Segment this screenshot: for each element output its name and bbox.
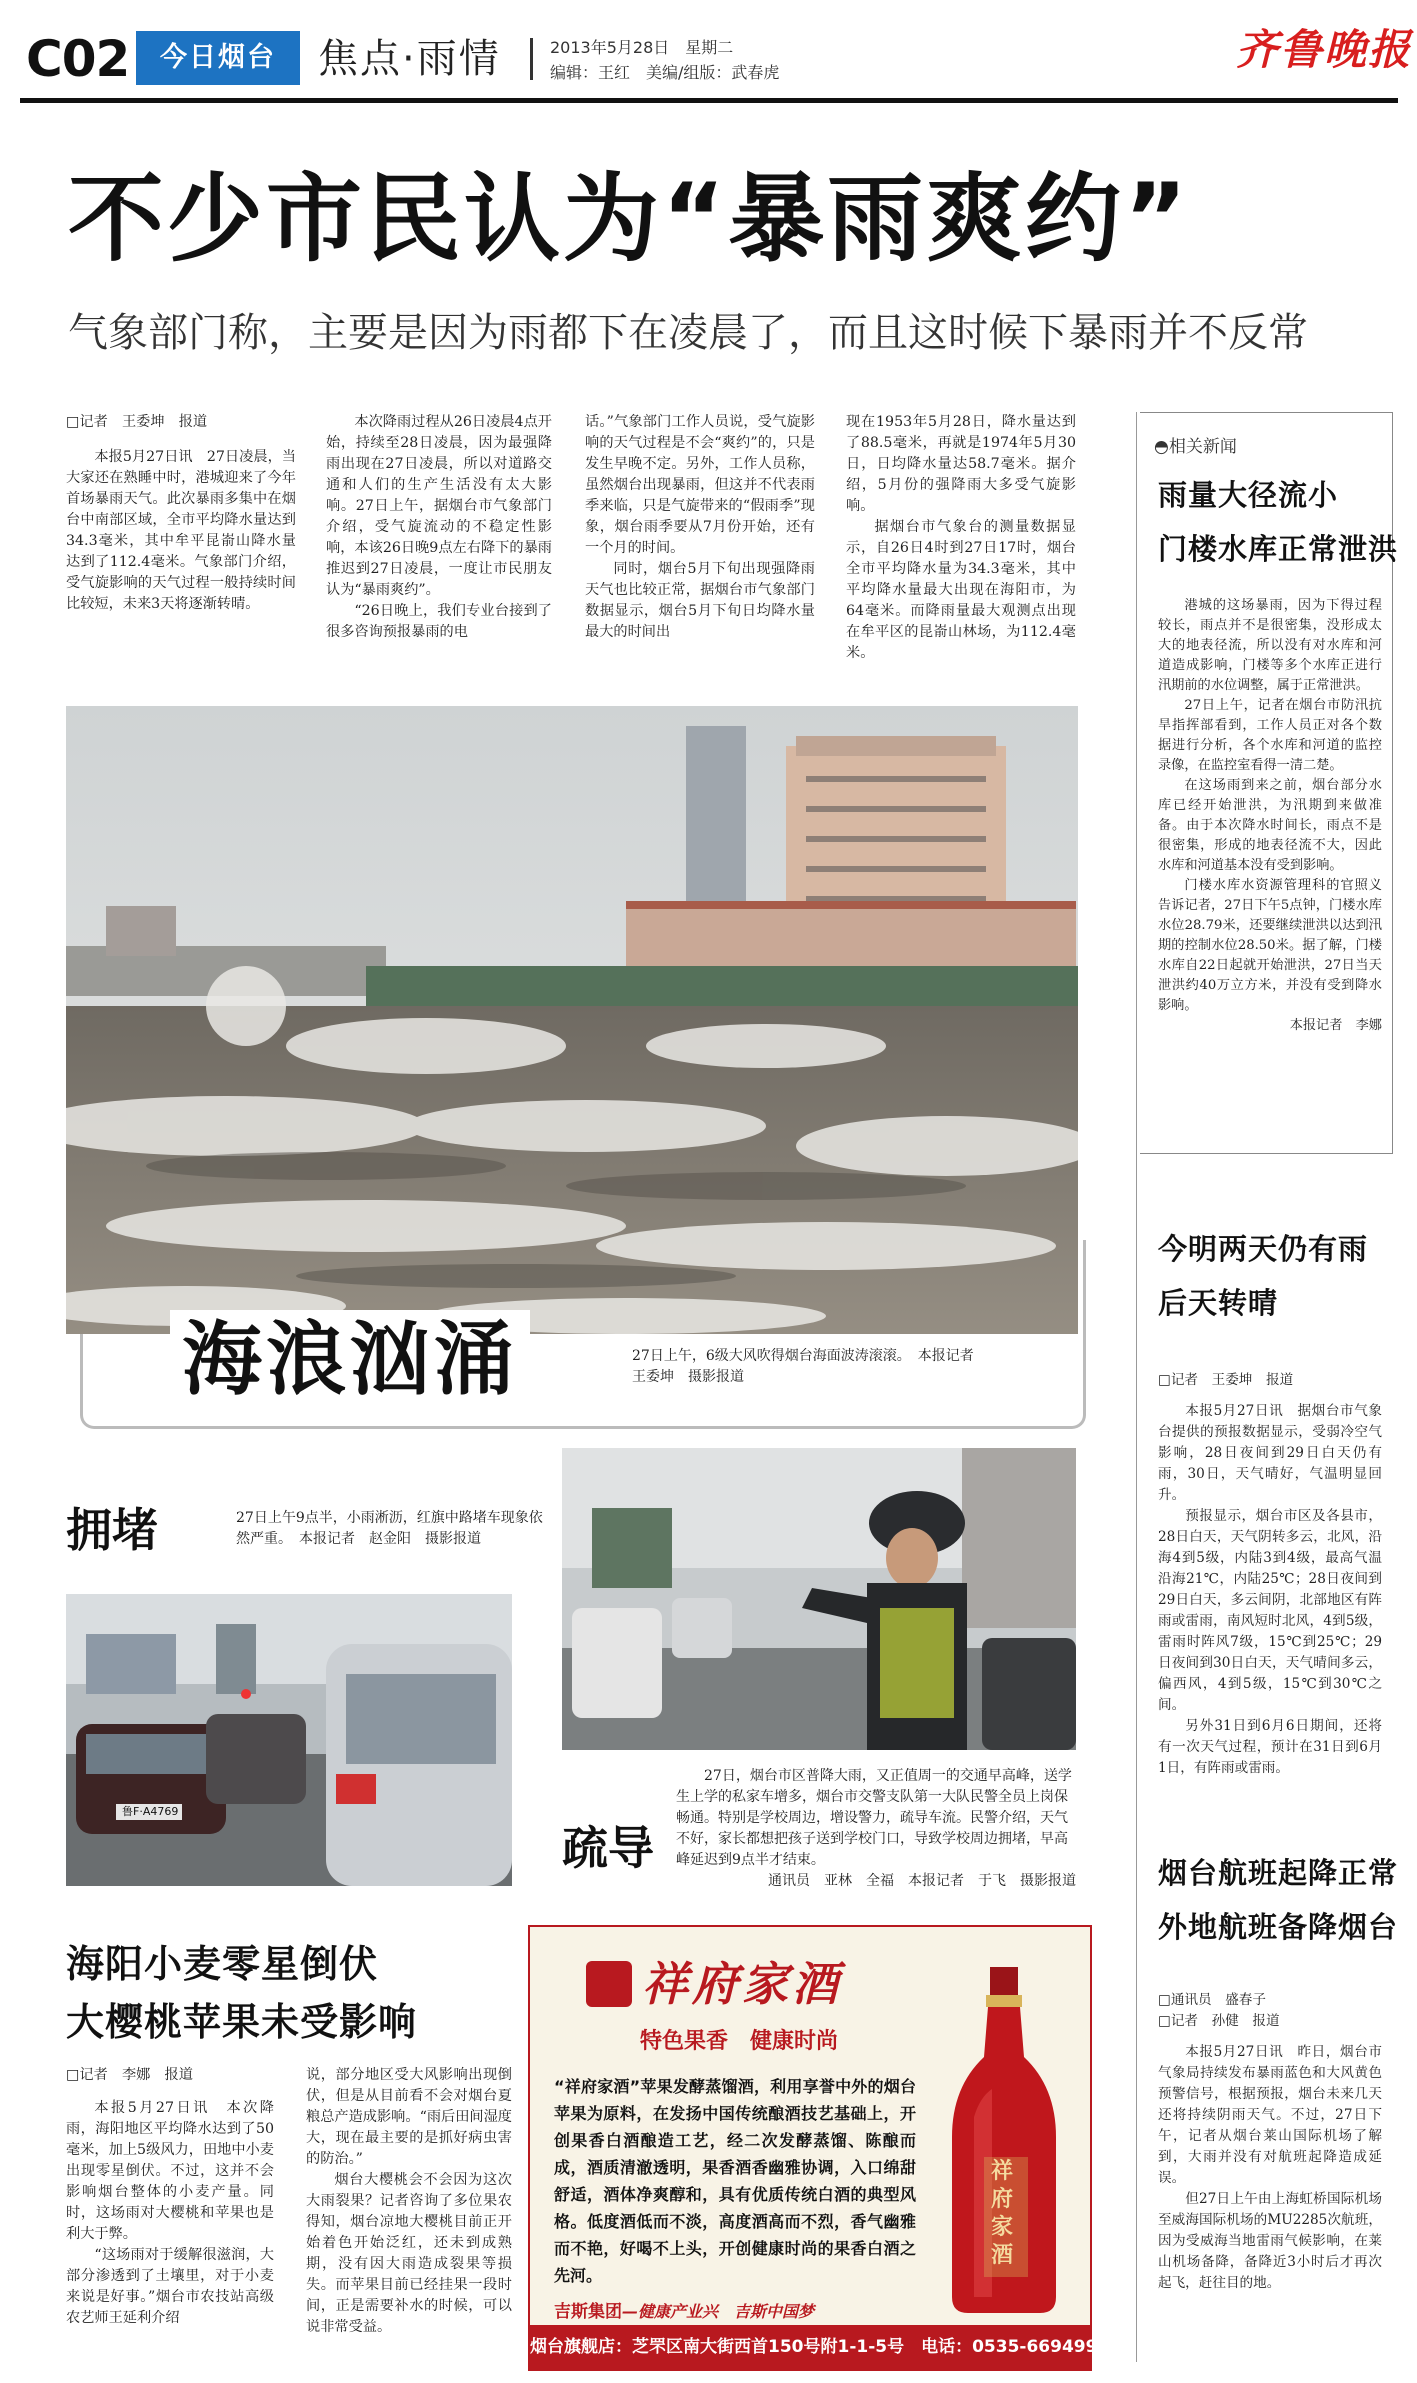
- article-paragraph: 本报5月27日讯 昨日，烟台市气象局持续发布暴雨蓝色和大风黄色预警信号，根据预报，烟台未来几天还将持续阴雨天气。不过，27日下午，记者从烟台莱山国际机场了解到，大雨并没有对航班起降造成延误。: [1158, 2044, 1382, 2186]
- license-plate: 鲁F·A4769: [118, 1804, 182, 1820]
- wheat-col-1: [66, 2065, 274, 2329]
- newspaper-logo: 齐鲁晚报: [1236, 25, 1413, 74]
- waves-photo-caption: 27日上午，6级大风吹得烟台海面波涛滚滚。 本报记者 王委坤 摄影报道: [632, 1348, 988, 1385]
- article-paragraph: 现在1953年5月28日，降水量达到了88.5毫米，再就是1974年5月30日，日均降水量达58.7毫米。据介绍，5月份的强降雨大多受气旋影响。: [846, 414, 1076, 514]
- guide-caption-credit: 通讯员 亚林 全福 本报记者 于飞 摄影报道: [768, 1873, 1076, 1889]
- story-3-byline-2: □记者 孙健 报道: [1158, 2013, 1280, 2029]
- article-paragraph: “这场雨对于缓解很滋润，大部分渗透到了土壤里，对于小麦来说是好事。”烟台市农技站高级农艺师王延利介绍: [66, 2247, 274, 2326]
- article-col-3: [585, 412, 815, 643]
- story-3-title-line-1: 烟台航班起降正常: [1158, 1856, 1399, 1890]
- story-1-title-line-1: 雨量大径流小: [1158, 478, 1339, 512]
- traffic-police-photo: [562, 1448, 1076, 1750]
- article-col-1: [66, 412, 296, 615]
- ad-body: “祥府家酒”苹果发酵蒸馏酒，利用享誉中外的烟台苹果为原料，在发扬中国传统酿酒技艺基础上，开创果香白酒酿造工艺，经二次发酵蒸馏、陈酿而成，酒质清澈透明，果香酒香幽雅协调，入口绵甜舒适，酒体净爽醇和，具有优质传统白酒的典型风格。低度酒低而不淡，高度酒高而不烈，香气幽雅而不艳，好喝不上头，开创健康时尚的果香白酒之先河。: [554, 2077, 916, 2285]
- wheat-byline: □记者 李娜 报道: [66, 2067, 193, 2083]
- subheadline: 气象部门称，主要是因为雨都下在凌晨了，而且这时候下暴雨并不反常: [68, 310, 1308, 356]
- headline: 不少市民认为“暴雨爽约”: [68, 163, 1191, 275]
- article-paragraph: 在这场雨到来之前，烟台部分水库已经开始泄洪，为汛期到来做准备。由于本次降水时间长，雨点不是很密集，形成的地表径流不大，因此水库和河道基本没有受到影响。: [1158, 778, 1382, 873]
- column-label: 焦点·雨情: [318, 36, 501, 82]
- liquor-advertisement: [528, 1925, 1110, 2371]
- article-paragraph: 本报5月27日讯 本次降雨，海阳地区平均降水达到了50毫米，加上5级风力，田地中小麦出现零星倒伏。不过，这并不会影响烟台整体的小麦产量。同时，这场雨对大樱桃和苹果也是利大于弊。: [66, 2100, 274, 2242]
- ad-address-bar: [530, 2325, 1110, 2369]
- masthead: [0, 0, 1417, 100]
- article-paragraph: 27日上午，记者在烟台市防汛抗旱指挥部看到，工作人员正对各个数据进行分析，各个水库和河道的监控录像，在监控室看得一清二楚。: [1158, 698, 1382, 773]
- ad-brand-seal: [586, 1961, 632, 2007]
- jam-photo: [66, 1594, 512, 1886]
- story-3-title-line-2: 外地航班备降烟台: [1158, 1910, 1399, 1944]
- article-paragraph: 另外31日到6月6日期间，还将有一次天气过程，预计在31日到6月1日，有阵雨或雷雨。: [1158, 1718, 1382, 1776]
- masthead-divider: [530, 38, 533, 80]
- guide-photo-title: 疏导: [562, 1821, 654, 1875]
- ad-slogan: 特色果香 健康时尚: [640, 2029, 839, 2054]
- guide-caption-text: 27日，烟台市区普降大雨，又正值周一的交通早高峰，送学生上学的私家车增多，烟台市交警支队第一大队民警全员上岗保畅通。特别是学校周边，增设警力，疏导车流。民警介绍，天气不好，家长都想把孩子送到学校门口，导致学校周边拥堵，早高峰延迟到9点半才结束。: [676, 1768, 1072, 1868]
- guide-photo-caption: [676, 1766, 1076, 1892]
- sidebar-story-3-title: [1158, 1846, 1398, 1954]
- story-2-title-line-1: 今明两天仍有雨: [1158, 1232, 1369, 1266]
- article-paragraph: 本报5月27日讯 27日凌晨，当大家还在熟睡中时，港城迎来了今年首场暴雨天气。此次暴雨多集中在烟台中南部区域，全市平均降水量达到34.3毫米，其中牟平昆嵛山降水量达到了112.4毫米。气象部门介绍，受气旋影响的天气过程一般持续时间比较短，未来3天将逐渐转晴。: [66, 449, 296, 612]
- ad-brand-name: 祥府家酒: [642, 1957, 842, 2011]
- wheat-title-line-2: 大樱桃苹果未受影响: [66, 2000, 418, 2044]
- article-paragraph: 据烟台市气象台的测量数据显示，自26日4时到27日17时，烟台全市平均降水量为34.3毫米，其中平均降水量最大出现在海阳市，为64毫米。而降雨量最大观测点出现在牟平区的昆嵛山林场，为112.4毫米。: [846, 519, 1076, 661]
- liquor-bottle: [944, 1967, 1064, 2317]
- masthead-rule: [20, 98, 1398, 103]
- article-paragraph: 门楼水库水资源管理科的官照义告诉记者，27日下午5点钟，门楼水库水位28.79米，还要继续泄洪以达到汛期的控制水位28.50米。据了解，门楼水库自22日起就开始泄洪，27日当天泄洪约40万立方米，并没有受到降水影响。: [1158, 878, 1382, 1013]
- story-1-credit: 本报记者 李娜: [1289, 1018, 1382, 1033]
- story-2-byline: □记者 王委坤 报道: [1158, 1372, 1294, 1388]
- waves-photo: [66, 706, 1078, 1334]
- article-paragraph: 本次降雨过程从26日凌晨4点开始，持续至28日凌晨，因为最强降雨出现在27日凌晨，所以对道路交通和人们的生产生活没有太大影响。27日上午，据烟台市气象部门介绍，受气旋流动的不稳定性影响，本该26日晚9点左右降下的暴雨推迟到27日凌晨，一度让市民朋友认为“暴雨爽约”。: [326, 414, 552, 598]
- ad-group-logo: [554, 2297, 814, 2322]
- related-news-label: [1154, 432, 1237, 457]
- ad-group-name: 吉斯集团: [554, 2302, 622, 2322]
- article-paragraph: 但27日上午由上海虹桥国际机场至威海国际机场的MU2285次航班，因为受威海当地雷雨气候影响，在莱山机场备降，备降近3小时后才再次起飞，赶往目的地。: [1158, 2191, 1382, 2291]
- article-paragraph: 同时，烟台5月下旬出现强降雨天气也比较正常，据烟台市气象部门数据显示，烟台5月下旬日均降水量最大的时间出: [585, 561, 815, 640]
- bottle-label: 祥府家酒: [991, 2158, 1014, 2268]
- sidebar-story-2-title: [1158, 1222, 1368, 1330]
- article-byline: □记者 王委坤 报道: [66, 414, 208, 430]
- article-paragraph: 港城的这场暴雨，因为下得过程较长，雨点并不是很密集，没形成太大的地表径流，所以没有对水库和河道造成影响，门楼等多个水库正进行汛期前的水位调整，属于正常泄洪。: [1158, 598, 1382, 693]
- issue-date: 2013年5月28日 星期二: [550, 38, 734, 57]
- story-1-title-line-2: 门楼水库正常泄洪: [1158, 532, 1399, 566]
- article-col-2: [326, 412, 552, 643]
- story-3-byline-1: □通讯员 盛春子: [1158, 1992, 1266, 2008]
- article-paragraph: 烟台大樱桃会不会因为这次大雨裂果？记者咨询了多位果农得知，烟台凉地大樱桃目前正开始着色开始泛红，还未到成熟期，没有因大雨造成裂果等损失。而苹果目前已经挂果一段时间，正是需要补水的时候，可以说非常受益。: [306, 2172, 512, 2335]
- story-2-title-line-2: 后天转晴: [1158, 1286, 1279, 1320]
- wheat-headline: [66, 1935, 417, 2051]
- jam-photo-title: 拥堵: [66, 1503, 158, 1557]
- sidebar-story-3-body: [1158, 1990, 1382, 2294]
- section-badge: [136, 31, 300, 85]
- wheat-title-line-1: 海阳小麦零星倒伏: [66, 1942, 379, 1986]
- sidebar-story-1-body: [1158, 596, 1382, 1036]
- related-news-icon: ◓: [1154, 437, 1169, 457]
- ad-address: 烟台旗舰店：芝罘区南大街西首150号附1-1-5号 电话：0535-6694999: [530, 2337, 1110, 2357]
- ad-group-tagline: —健康产业兴 吉斯中国梦: [622, 2302, 815, 2321]
- sidebar-story-1-title: [1158, 468, 1398, 576]
- article-paragraph: “26日晚上，我们专业台接到了很多咨询预报暴雨的电: [326, 603, 552, 640]
- article-col-4: [846, 412, 1076, 664]
- wheat-col-2: [306, 2065, 512, 2338]
- article-paragraph: 本报5月27日讯 据烟台市气象台提供的预报数据显示，受弱冷空气影响，28日夜间到29日白天仍有雨，30日，天气晴好，气温明显回升。: [1158, 1403, 1382, 1503]
- related-news-text: 相关新闻: [1168, 437, 1237, 457]
- sidebar-vertical-rule: [1136, 412, 1137, 2362]
- sidebar-story-2-body: [1158, 1370, 1382, 1779]
- article-paragraph: 说，部分地区受大风影响出现倒伏，但是从目前看不会对烟台夏粮总产造成影响。“雨后田间湿度大，现在最主要的是抓好病虫害的防治。”: [306, 2067, 512, 2167]
- section-label: 今日烟台: [160, 42, 276, 73]
- waves-photo-title: 海浪汹涌: [170, 1310, 530, 1410]
- article-paragraph: 预报显示，烟台市区及各县市，28日白天，天气阴转多云，北风，沿海4到5级，内陆3到4级，最高气温沿海21℃，内陆25℃；28日夜间到29日白天，多云间阴，北部地区有阵雨或雷雨，南风短时北风，4到5级，雷雨时阵风7级，15℃到25℃；29日夜间到30日白天，天气晴间多云，偏西风，4到5级，15℃到30℃之间。: [1158, 1508, 1382, 1713]
- editor-credits: 编辑：王红 美编/组版：武春虎: [550, 63, 780, 82]
- article-paragraph: 话。”气象部门工作人员说，受气旋影响的天气过程是不会“爽约”的，只是发生早晚不定。另外，工作人员称，虽然烟台出现暴雨，但这并不代表雨季来临，只是气旋带来的“假雨季”现象，烟台雨季要从7月份开始，还有一个月的时间。: [585, 414, 815, 556]
- page-number: C02: [26, 30, 130, 88]
- jam-photo-caption: 27日上午9点半，小雨淅沥，红旗中路堵车现象依然严重。 本报记者 赵金阳 摄影报道: [236, 1510, 543, 1547]
